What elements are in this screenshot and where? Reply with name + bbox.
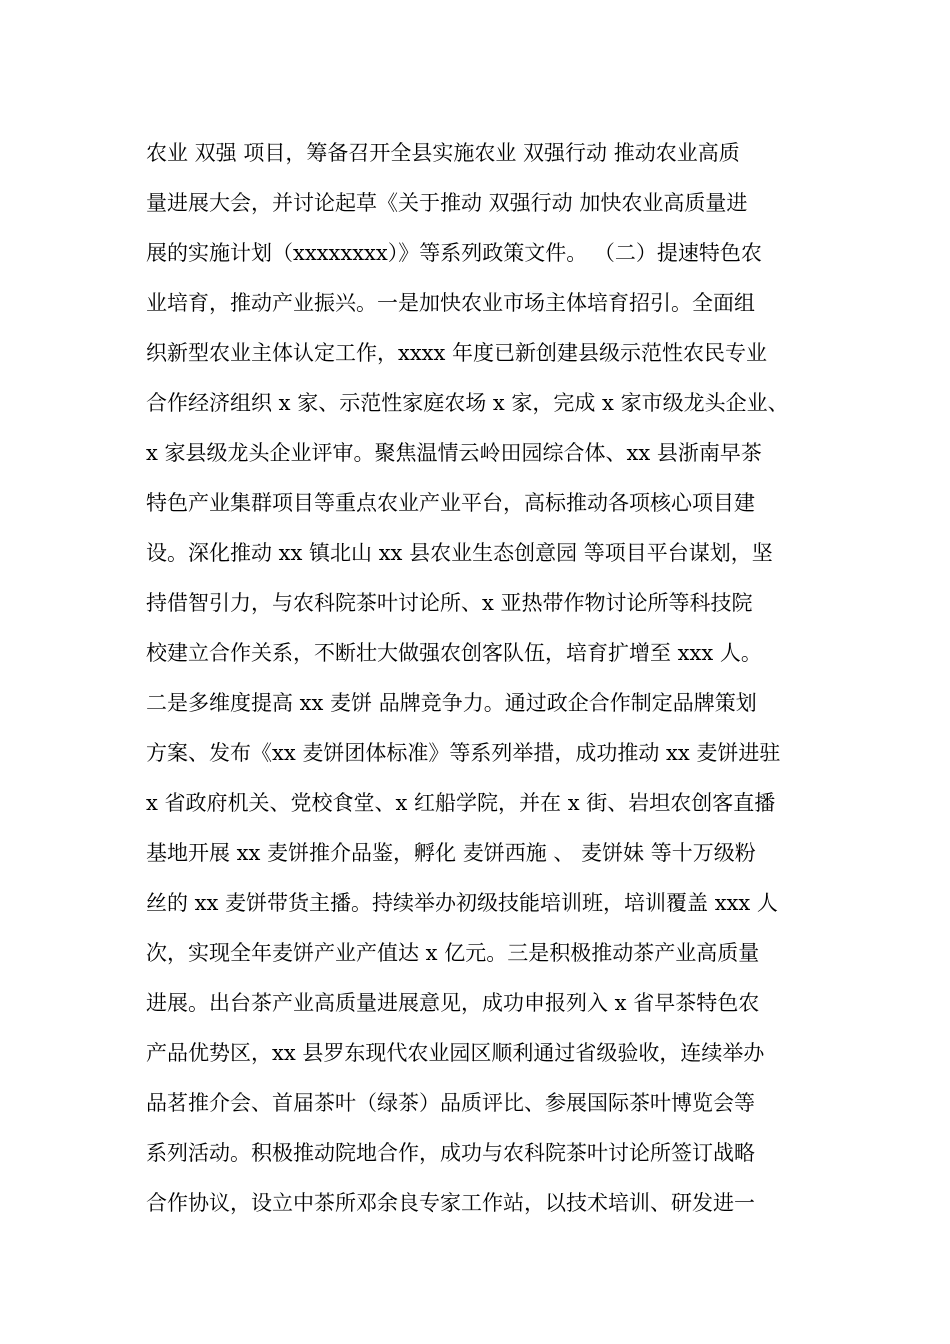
text-line: 校建立合作关系，不断壮大做强农创客队伍，培育扩增至 xxx 人。 — [146, 641, 762, 665]
text-line: 方案、发布《xx 麦饼团体标准》等系列举措，成功推动 xx 麦饼进驻 — [146, 741, 781, 765]
text-line: 丝的 xx 麦饼带货主播。持续举办初级技能培训班，培训覆盖 xxx 人 — [146, 891, 778, 915]
text-line: 业培育，推动产业振兴。一是加快农业市场主体培育招引。全面组 — [146, 291, 755, 315]
text-line: 品茗推介会、首届茶叶（绿茶）品质评比、参展国际茶叶博览会等 — [146, 1091, 755, 1115]
text-line: 产品优势区，xx 县罗东现代农业园区顺利通过省级验收，连续举办 — [146, 1041, 765, 1065]
text-line: x 家县级龙头企业评审。聚焦温情云岭田园综合体、xx 县浙南早茶 — [146, 441, 762, 465]
text-line: 进展。出台茶产业高质量进展意见，成功申报列入 x 省早茶特色农 — [146, 991, 760, 1015]
body-text — [146, 132, 826, 1232]
text-line: 特色产业集群项目等重点农业产业平台，高标推动各项核心项目建 — [146, 491, 755, 515]
text-line: 展的实施计划（xxxxxxxx）》等系列政策文件。 （二）提速特色农 — [146, 241, 762, 265]
text-line: 基地开展 xx 麦饼推介品鉴，孵化 麦饼西施 、 麦饼妹 等十万级粉 — [146, 841, 756, 865]
text-line: x 省政府机关、党校食堂、x 红船学院，并在 x 街、岩坦农创客直播 — [146, 791, 776, 815]
text-line: 农业 双强 项目，筹备召开全县实施农业 双强行动 推动农业高质 — [146, 141, 740, 165]
text-line: 合作经济组织 x 家、示范性家庭农场 x 家，完成 x 家市级龙头企业、 — [146, 391, 789, 415]
text-line: 量进展大会，并讨论起草《关于推动 双强行动 加快农业高质量进 — [146, 191, 748, 215]
text-line: 次，实现全年麦饼产业产值达 x 亿元。三是积极推动茶产业高质量 — [146, 941, 760, 965]
text-line: 系列活动。积极推动院地合作，成功与农科院茶叶讨论所签订战略 — [146, 1141, 755, 1165]
text-line: 持借智引力，与农科院茶叶讨论所、x 亚热带作物讨论所等科技院 — [146, 591, 753, 615]
text-line: 织新型农业主体认定工作，xxxx 年度已新创建县级示范性农民专业 — [146, 341, 768, 365]
text-line: 合作协议，设立中茶所邓余良专家工作站，以技术培训、研发进一 — [146, 1191, 755, 1215]
text-line: 设。深化推动 xx 镇北山 xx 县农业生态创意园 等项目平台谋划，坚 — [146, 541, 773, 565]
text-line: 二是多维度提高 xx 麦饼 品牌竞争力。通过政企合作制定品牌策划 — [146, 691, 757, 715]
